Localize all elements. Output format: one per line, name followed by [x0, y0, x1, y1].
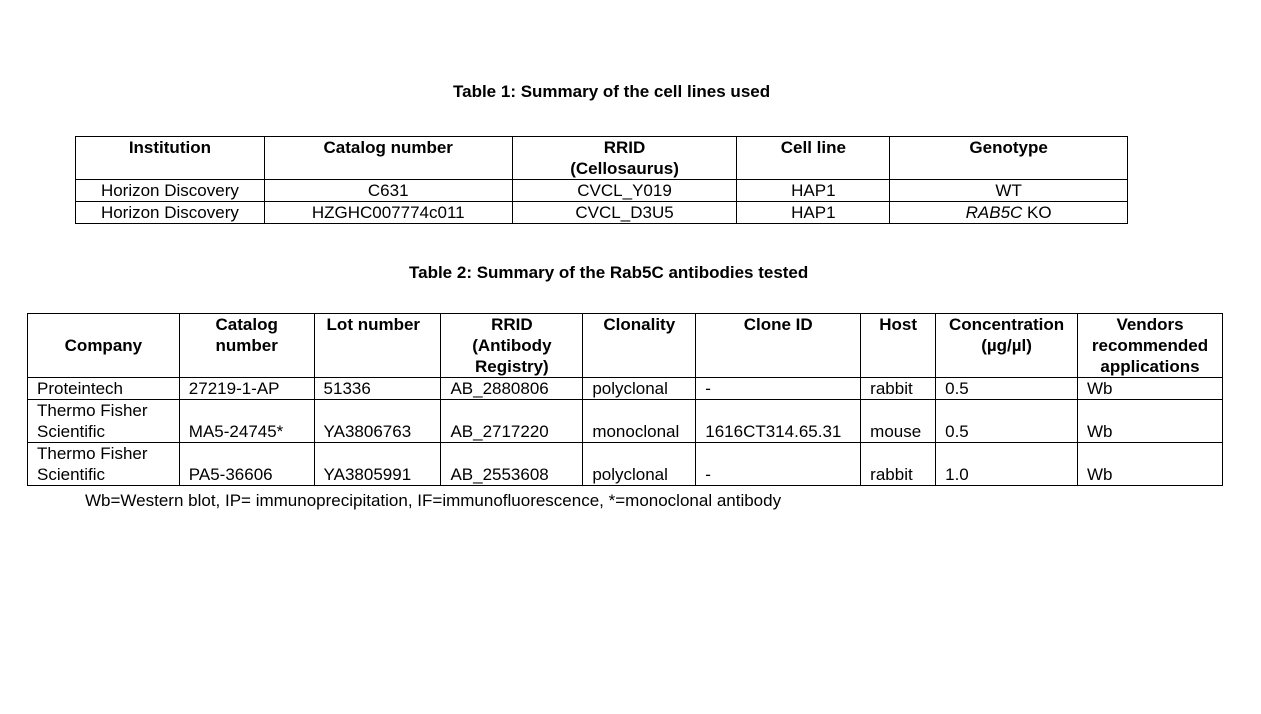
table1-caption: Table 1: Summary of the cell lines used — [453, 82, 771, 101]
header-clonality: Clonality — [583, 314, 696, 378]
company-line2: Scientific — [37, 465, 106, 484]
cell-clonality: polyclonal — [583, 443, 696, 486]
cell-host: rabbit — [861, 378, 936, 400]
header-vendors-line3: applications — [1100, 357, 1200, 376]
cell-applications: Wb — [1078, 378, 1223, 400]
cell-clonality: monoclonal — [583, 400, 696, 443]
cell-concentration: 1.0 — [936, 443, 1078, 486]
genotype-suffix: KO — [1022, 203, 1052, 222]
genotype-gene: RAB5C — [965, 203, 1023, 222]
header-catalog — [179, 314, 314, 378]
header-cell-line: Cell line — [737, 137, 890, 180]
cell-applications: Wb — [1078, 443, 1223, 486]
header-rrid-line2: (Antibody — [472, 336, 552, 355]
cell-genotype — [890, 202, 1128, 224]
cell-concentration: 0.5 — [936, 400, 1078, 443]
cell-host: mouse — [861, 400, 936, 443]
header-rrid-line3: Registry) — [475, 357, 549, 376]
cell-clone-id: 1616CT314.65.31 — [696, 400, 861, 443]
table-row — [76, 202, 1128, 224]
cell-clonality: polyclonal — [583, 378, 696, 400]
table-row — [28, 443, 1223, 486]
cell-company: Proteintech — [28, 378, 180, 400]
table-header-row — [28, 314, 1223, 378]
header-rrid — [441, 314, 583, 378]
cell-lot: YA3806763 — [314, 400, 441, 443]
header-vendors-line2: recommended — [1091, 336, 1209, 355]
header-institution: Institution — [76, 137, 265, 180]
table-header-row — [76, 137, 1128, 180]
cell-company — [28, 443, 180, 486]
header-rrid — [512, 137, 737, 180]
cell-rrid: AB_2717220 — [441, 400, 583, 443]
header-concentration-line2: (µg/µl) — [981, 336, 1032, 355]
table2-caption: Table 2: Summary of the Rab5C antibodies tested — [409, 263, 809, 282]
cell-clone-id: - — [696, 443, 861, 486]
header-concentration — [936, 314, 1078, 378]
cell-genotype: WT — [890, 180, 1128, 202]
cell-cell-line: HAP1 — [737, 202, 890, 224]
header-vendors-line1: Vendors — [1116, 315, 1184, 334]
cell-host: rabbit — [861, 443, 936, 486]
table-row — [28, 400, 1223, 443]
cell-catalog: 27219-1-AP — [179, 378, 314, 400]
header-rrid-line1: RRID — [603, 138, 646, 157]
cell-catalog: PA5-36606 — [179, 443, 314, 486]
cell-institution: Horizon Discovery — [76, 202, 265, 224]
header-rrid-line1: RRID — [491, 315, 533, 334]
cell-lines-table — [75, 136, 1128, 224]
cell-rrid: AB_2553608 — [441, 443, 583, 486]
cell-cell-line: HAP1 — [737, 180, 890, 202]
table-row — [28, 378, 1223, 400]
header-company: Company — [28, 314, 180, 378]
cell-institution: Horizon Discovery — [76, 180, 265, 202]
header-catalog-line1: Catalog — [215, 315, 278, 334]
header-host: Host — [861, 314, 936, 378]
header-vendors — [1078, 314, 1223, 378]
cell-company — [28, 400, 180, 443]
antibodies-table — [27, 313, 1223, 486]
cell-lot: YA3805991 — [314, 443, 441, 486]
cell-catalog: HZGHC007774c011 — [264, 202, 512, 224]
header-catalog-number: Catalog number — [264, 137, 512, 180]
header-lot: Lot number — [314, 314, 441, 378]
header-rrid-line2: (Cellosaurus) — [570, 159, 679, 178]
cell-applications: Wb — [1078, 400, 1223, 443]
header-genotype: Genotype — [890, 137, 1128, 180]
cell-rrid: CVCL_D3U5 — [512, 202, 737, 224]
cell-concentration: 0.5 — [936, 378, 1078, 400]
cell-catalog: C631 — [264, 180, 512, 202]
cell-rrid: CVCL_Y019 — [512, 180, 737, 202]
company-line1: Thermo Fisher — [37, 444, 148, 463]
cell-lot: 51336 — [314, 378, 441, 400]
cell-rrid: AB_2880806 — [441, 378, 583, 400]
cell-clone-id: - — [696, 378, 861, 400]
table2-footnote: Wb=Western blot, IP= immunoprecipitation, IF=immunofluorescence, *=monoclonal antibody — [85, 491, 782, 510]
table-row — [76, 180, 1128, 202]
cell-catalog: MA5-24745* — [179, 400, 314, 443]
header-clone-id: Clone ID — [696, 314, 861, 378]
company-line2: Scientific — [37, 422, 106, 441]
header-concentration-line1: Concentration — [948, 315, 1065, 334]
header-catalog-line2: number — [215, 336, 278, 355]
company-line1: Thermo Fisher — [37, 401, 148, 420]
